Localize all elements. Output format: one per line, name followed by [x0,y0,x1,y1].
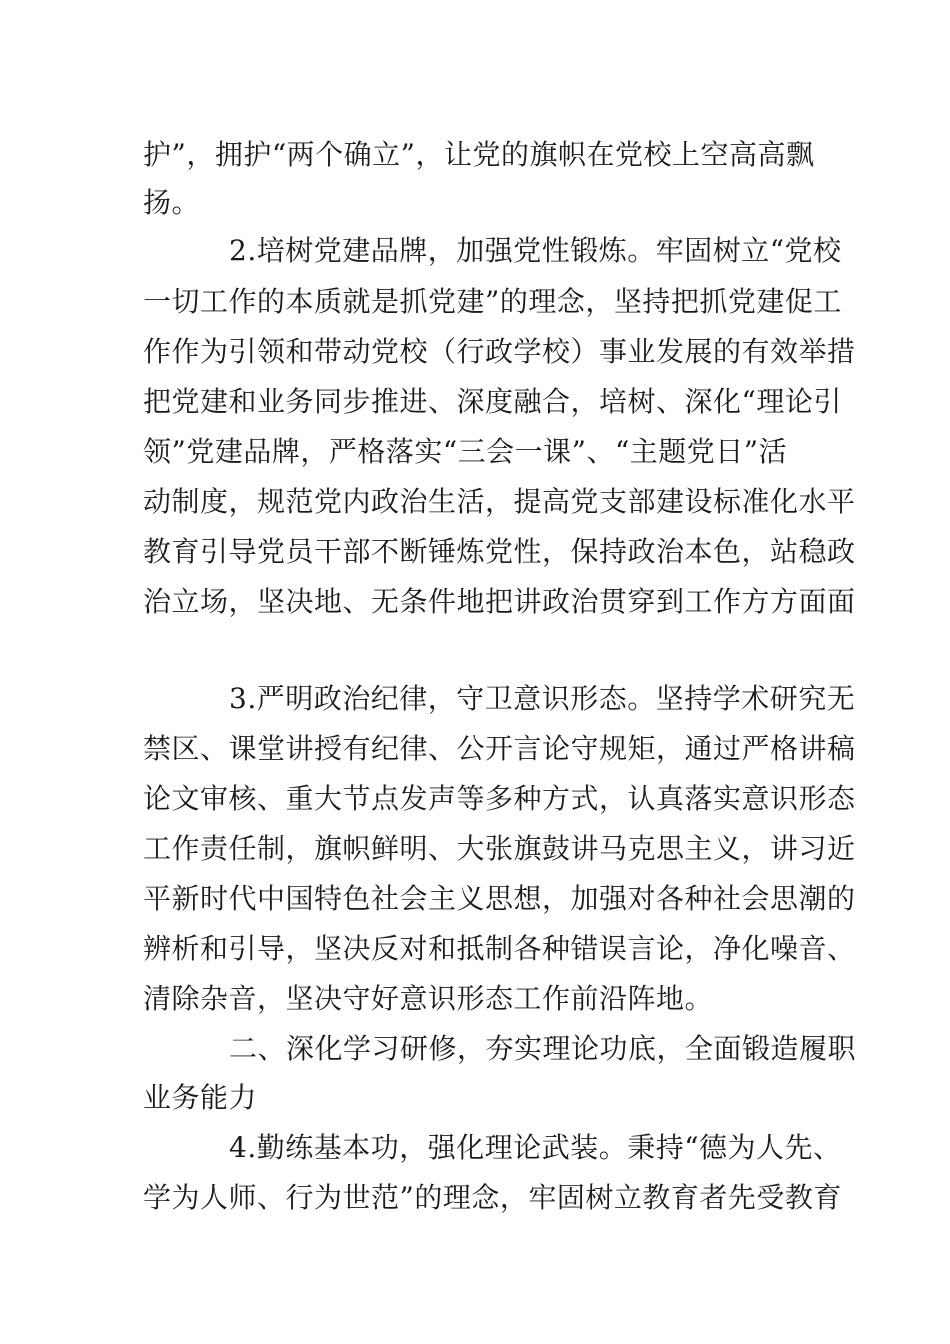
paragraph-line: 领”党建品牌，严格落实“三会一课”、“主题党日”活 [143,435,788,468]
paragraph-line: 教育引导党员干部不断锤炼党性，保持政治本色，站稳政 [143,535,856,568]
paragraph-line: 治立场，坚决地、无条件地把讲政治贯穿到工作方方面面 [143,585,856,618]
paragraph-line: 护”，拥护“两个确立”，让党的旗帜在党校上空高高飘 [143,138,815,171]
paragraph-heading-line: 3.严明政治纪律，守卫意识形态。坚持学术研究无 [229,682,856,715]
paragraph-line: 一切工作的本质就是抓党建”的理念，坚持把抓党建促工 [143,285,842,318]
paragraph-heading-line: 2.培树党建品牌，加强党性锻炼。牢固树立“党校 [229,234,842,267]
paragraph-line: 平新时代中国特色社会主义思想，加强对各种社会思潮的 [143,882,856,915]
paragraph-line: 作作为引领和带动党校（行政学校）事业发展的有效举措 [143,335,856,368]
paragraph-line: 学为人师、行为世范”的理念，牢固树立教育者先受教育 [143,1181,842,1214]
paragraph-line: 禁区、课堂讲授有纪律、公开言论守规矩，通过严格讲稿 [143,732,856,765]
section-heading-line: 二、深化学习研修，夯实理论功底，全面锻造履职 [229,1032,857,1065]
paragraph-line: 扬。 [143,186,201,219]
paragraph-line: 动制度，规范党内政治生活，提高党支部建设标准化水平 [143,485,856,518]
paragraph-line: 把党建和业务同步推进、深度融合，培树、深化“理论引 [143,385,842,418]
paragraph-line: 辨析和引导，坚决反对和抵制各种错误言论，净化噪音、 [143,932,856,965]
paragraph-line: 清除杂音，坚决守好意识形态工作前沿阵地。 [143,982,714,1015]
paragraph-line: 工作责任制，旗帜鲜明、大张旗鼓讲马克思主义，讲习近 [143,832,856,865]
paragraph-line: 论文审核、重大节点发声等多种方式，认真落实意识形态 [143,782,856,815]
section-heading-line: 业务能力 [143,1081,258,1114]
paragraph-heading-line: 4.勤练基本功，强化理论武装。秉持“德为人先、 [229,1131,842,1164]
